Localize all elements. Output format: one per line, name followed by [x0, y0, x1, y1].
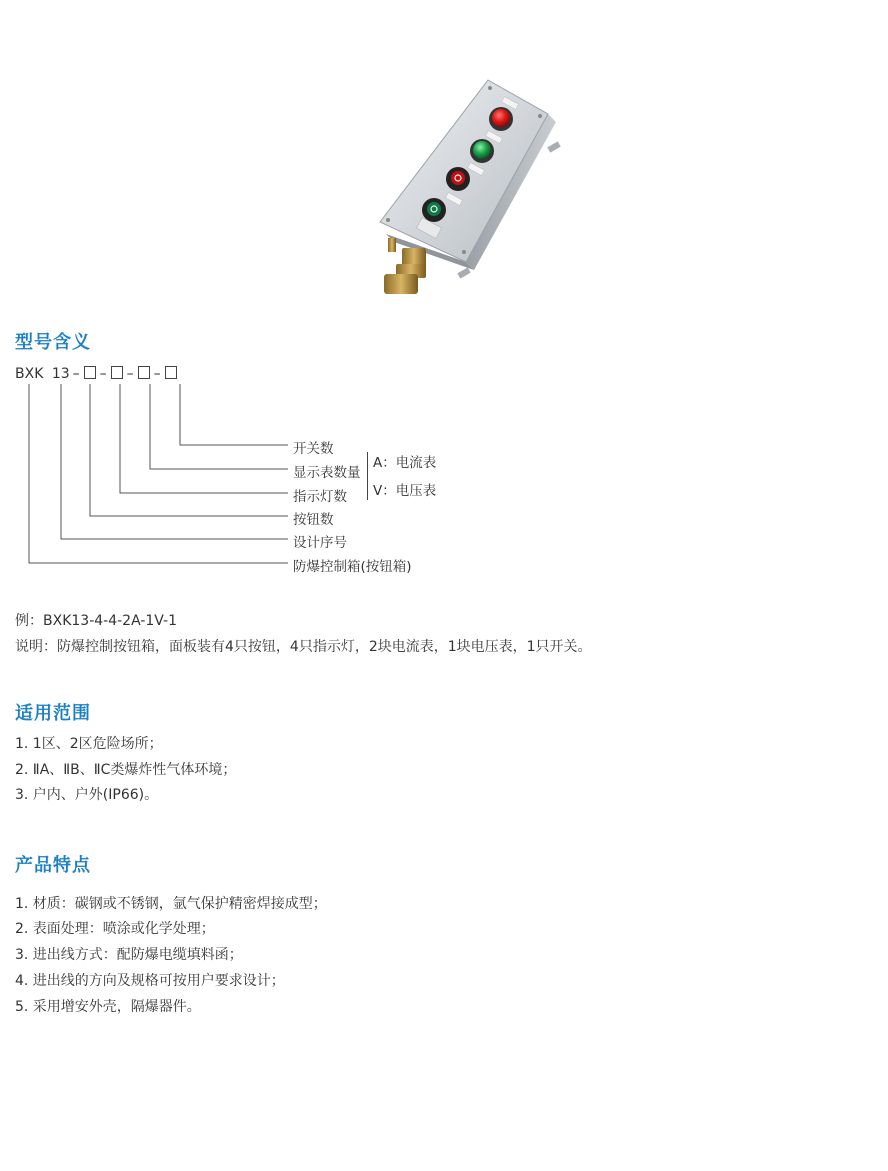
feature-item: 3. 进出线方式：配防爆电缆填料函； [15, 947, 243, 963]
separator: – [72, 366, 80, 382]
scope-item: 1. 1区、2区危险场所； [15, 736, 163, 752]
feature-item: 1. 材质：碳钢或不锈钢，氩气保护精密焊接成型； [15, 896, 327, 912]
features-title: 产品特点 [15, 855, 91, 876]
meter-brace [367, 452, 368, 500]
product-photo [370, 72, 570, 304]
separator: – [99, 366, 107, 382]
meter-option-voltmeter: V：电压表 [373, 483, 437, 499]
label-product-type: 防爆控制箱(按钮箱) [293, 559, 412, 575]
label-switch-count: 开关数 [293, 441, 334, 457]
feature-item: 5. 采用增安外壳，隔爆器件。 [15, 999, 201, 1015]
model-example: 例：BXK13-4-4-2A-1V-1 [15, 613, 178, 629]
feature-item: 4. 进出线的方向及规格可按用户要求设计； [15, 973, 285, 989]
model-meaning-title: 型号含义 [15, 332, 91, 353]
label-button-count: 按钮数 [293, 512, 334, 528]
label-meter-count: 显示表数量 [293, 465, 361, 481]
scope-title: 适用范围 [15, 703, 91, 724]
model-prefix: BXK [15, 366, 44, 382]
model-description: 说明：防爆控制按钮箱，面板装有4只按钮，4只指示灯，2块电流表，1块电压表，1只开关。 [15, 639, 592, 655]
label-design-serial: 设计序号 [293, 535, 347, 551]
separator: – [126, 366, 134, 382]
separator: – [153, 366, 161, 382]
model-series: 13 [51, 366, 70, 382]
scope-item: 3. 户内、户外(IP66)。 [15, 787, 159, 803]
label-indicator-count: 指示灯数 [293, 489, 347, 505]
feature-item: 2. 表面处理：喷涂或化学处理； [15, 921, 215, 937]
scope-item: 2. ⅡA、ⅡB、ⅡC类爆炸性气体环境； [15, 762, 237, 778]
meter-option-ammeter: A：电流表 [373, 455, 437, 471]
model-diagram-lines [0, 0, 400, 600]
